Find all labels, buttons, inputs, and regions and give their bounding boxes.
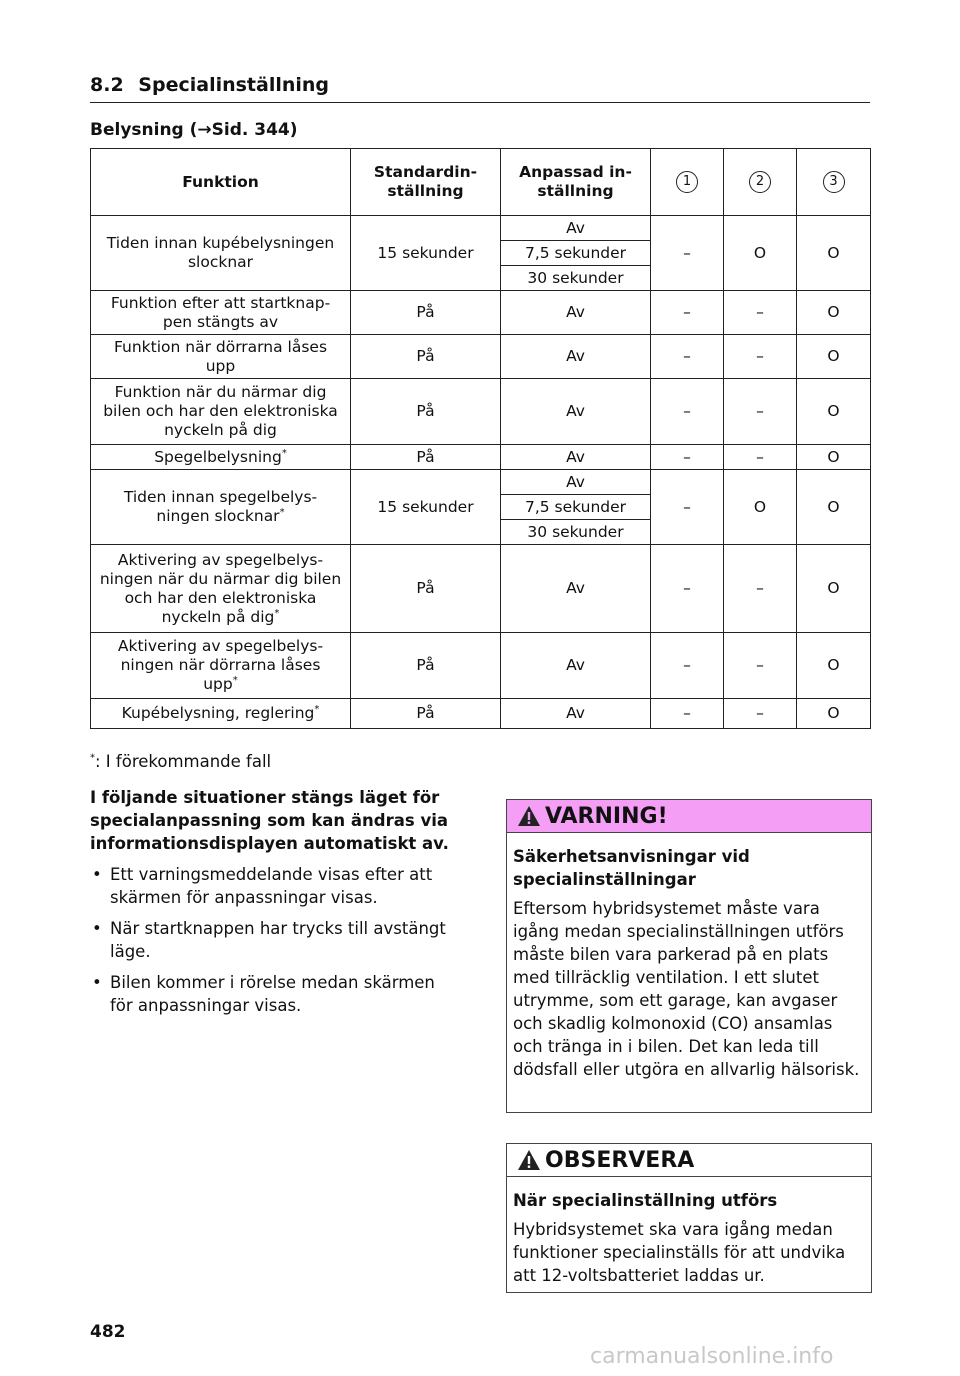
header-col3 [797,149,871,216]
cell-funktion: Tiden innan kupébelysningen slocknar [91,216,351,291]
warning-label: VARNING! [545,803,668,829]
cell-option: 30 sekunder [501,520,651,545]
cell-c3: O [797,335,871,379]
cell-c2: – [724,699,797,729]
table-row [91,335,871,379]
cell-c2: – [724,379,797,445]
cell-option: Av [501,470,651,495]
table-row [91,216,871,241]
section-title: Specialinställning [138,74,330,96]
cell-funktion: Kupébelysning, reglering* [91,699,351,729]
table-row [91,291,871,335]
cell-standard: På [351,633,501,699]
header-col2 [724,149,797,216]
warning-triangle-icon [517,805,541,827]
cell-c1: – [651,335,724,379]
cell-standard: På [351,545,501,633]
notice-triangle-icon [517,1149,541,1171]
cell-funktion: Tiden innan spegelbelys-ningen slocknar* [91,470,351,545]
cell-c1: – [651,633,724,699]
cell-c3: O [797,379,871,445]
cell-c3: O [797,445,871,470]
cell-option: 30 sekunder [501,266,651,291]
table-row [91,633,871,699]
footnote-mark: * [90,752,95,764]
circled-number-3-icon: 3 [823,171,845,193]
footnote-mark: * [232,674,238,686]
notice-label: OBSERVERA [545,1147,695,1173]
table-row [91,445,871,470]
cell-c1: – [651,216,724,291]
header-col1 [651,149,724,216]
cell-funktion: Funktion när du närmar dig bilen och har den elektroniska nyckeln på dig [91,379,351,445]
list-item: • Bilen kommer i rörelse medan skärmen för anpassningar visas. [90,971,460,1017]
circled-number-2-icon: 2 [749,171,771,193]
table-row [91,470,871,495]
intro-text: I följande situationer stängs läget för specialanpassning som kan ändras via informationsdisplayen automatiskt av. [90,788,449,853]
cell-c2: – [724,445,797,470]
warning-header [507,800,871,833]
list-item: • Ett varningsmeddelande visas efter att skärmen för anpassningar visas. [90,863,460,909]
cell-c1: – [651,379,724,445]
cell-funktion: Aktivering av spegelbelys-ningen när dörrarna låses upp* [91,633,351,699]
left-column [90,786,460,1025]
header-anpassad: Anpassad in- ställning [501,149,651,216]
warning-box [506,799,872,1113]
cell-option: 7,5 sekunder [501,495,651,520]
cell-c3: O [797,545,871,633]
circled-number-1-icon: 1 [676,171,698,193]
cell-standard: På [351,379,501,445]
footnote-mark: * [314,703,320,715]
cell-anpassad: Av [501,545,651,633]
section-heading [90,74,870,103]
cell-standard: På [351,445,501,470]
table-row [91,379,871,445]
page-number: 482 [90,1322,126,1342]
bullet-list [90,863,460,1017]
footnote-mark: * [279,506,285,518]
cell-anpassad: Av [501,291,651,335]
cell-c2: – [724,335,797,379]
cell-c2: – [724,545,797,633]
subheading: Belysning (→Sid. 344) [90,120,298,140]
watermark: carmanualsonline.info [590,1344,834,1369]
cell-c3: O [797,633,871,699]
cell-standard: På [351,335,501,379]
cell-anpassad: Av [501,633,651,699]
table-header-row [91,149,871,216]
notice-text: Hybridsystemet ska vara igång medan funktioner specialinställs för att undvika att 12-voltsbatteriet laddas ur. [513,1220,846,1285]
cell-standard: På [351,291,501,335]
cell-c3: O [797,291,871,335]
cell-c2: O [724,470,797,545]
footnote-mark: * [281,447,287,459]
cell-c3: O [797,699,871,729]
table-row [91,545,871,633]
notice-header [507,1144,871,1177]
section-number: 8.2 [90,74,124,96]
cell-c1: – [651,445,724,470]
warning-title: Säkerhetsanvisningar vid specialinställningar [513,847,750,889]
cell-funktion: Spegelbelysning* [91,445,351,470]
notice-body [507,1177,871,1287]
warning-text: Eftersom hybridsystemet måste vara igång medan specialinställningen utförs måste bilen vara parkerad på en plats med tillräcklig ventilation. I ett slutet utrymme, som ett garage, kan avgaser och skadlig kolmonoxid (CO) ansamlas och tränga in i bilen. Det kan leda till dödsfall eller utgöra en allvarlig hälsorisk. [513,899,860,1079]
lighting-settings-table [90,148,871,729]
cell-funktion: Aktivering av spegelbelys-ningen när du närmar dig bilen och har den elektroniska nyckeln på dig* [91,545,351,633]
cell-anpassad: Av [501,379,651,445]
cell-funktion: Funktion efter att startknap-pen stängts av [91,291,351,335]
cell-anpassad: Av [501,445,651,470]
cell-c3: O [797,470,871,545]
cell-c2: – [724,291,797,335]
cell-standard: På [351,699,501,729]
cell-c1: – [651,699,724,729]
cell-c1: – [651,545,724,633]
notice-title: När specialinställning utförs [513,1191,778,1210]
cell-funktion: Funktion när dörrarna låses upp [91,335,351,379]
cell-standard: 15 sekunder [351,216,501,291]
cell-anpassad: Av [501,335,651,379]
cell-c2: O [724,216,797,291]
cell-standard: 15 sekunder [351,470,501,545]
cell-option: 7,5 sekunder [501,241,651,266]
cell-option: Av [501,216,651,241]
table-row [91,699,871,729]
cell-c2: – [724,633,797,699]
cell-anpassad: Av [501,699,651,729]
cell-c1: – [651,470,724,545]
footnote-mark: * [274,607,280,619]
warning-body [507,833,871,1081]
cell-c3: O [797,216,871,291]
cell-c1: – [651,291,724,335]
notice-box [506,1143,872,1293]
header-funktion: Funktion [91,149,351,216]
table-footnote: *: I förekommande fall [90,752,272,771]
header-standard: Standardin- ställning [351,149,501,216]
list-item: • När startknappen har trycks till avstängt läge. [90,917,460,963]
